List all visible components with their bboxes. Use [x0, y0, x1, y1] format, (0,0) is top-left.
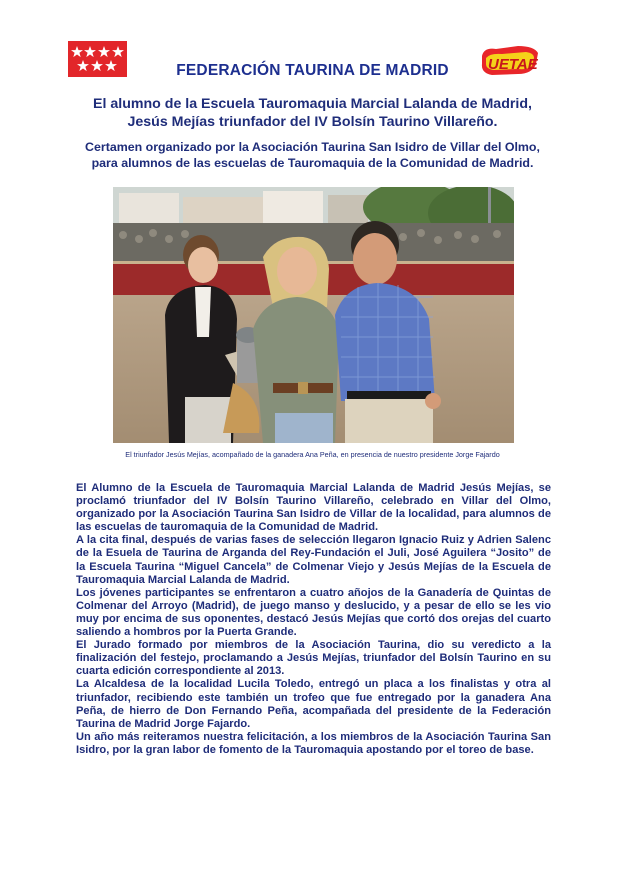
- body-paragraph-3: Los jóvenes participantes se enfrentaron a cuatro añojos de la Ganadería de Quintas de Colmenar del Arroyo (Madrid), de juego manso y deslucido, y a pesar de ello se les vio muy por encima de sus oponentes, destacó Jesús Mejías que cortó dos orejas del cuarto saliendo a hombros por la Puerta Grande.: [76, 586, 551, 639]
- article-body: [76, 482, 551, 757]
- uetae-logo: [478, 44, 542, 78]
- event-photo: [113, 187, 514, 443]
- subheadline: [40, 139, 585, 171]
- photo-caption: El triunfador Jesús Mejías, acompañado de la ganadera Ana Peña, en presencia de nuestro presidente Jorge Fajardo: [125, 450, 500, 459]
- organization-title: FEDERACIÓN TAURINA DE MADRID: [176, 62, 449, 79]
- body-paragraph-2: A la cita final, después de varias fases de selección llegaron Ignacio Ruiz y Adrien Salenc de la Esuela de Taurina de Arganda del Rey-Fundación el Juli, José Aguilera “Josito” de la Escuela Taurina “Miguel Cancela” de Colmenar Viejo y Jesús Mejías de la Escuela de Tauromaquia Marcial Lalanda de Madrid.: [76, 534, 551, 586]
- body-paragraph-1: El Alumno de la Escuela de Tauromaquia Marcial Lalanda de Madrid Jesús Mejías, se proclamó triunfador del IV Bolsín Taurino Villareño, celebrado en Villar del Olmo, organizado por la Asociación Taurina San Isidro de Villar de la localidad, para alumnos de las escuelas de tauromaquia de la Comunidad de Madrid.: [76, 482, 551, 534]
- headline-line-1: El alumno de la Escuela Tauromaquia Marcial Lalanda de Madrid,: [93, 96, 532, 112]
- body-paragraph-6: Un año más reiteramos nuestra felicitación, a los miembros de la Asociación Taurina San Isidro, por la gran labor de fomento de la Tauromaquia apostando por el toreo de base.: [76, 730, 551, 756]
- subheadline-line-2: para alumnos de las escuelas de Tauromaquia de la Comunidad de Madrid.: [91, 156, 534, 170]
- body-paragraph-5: La Alcaldesa de la localidad Lucila Toledo, entregó un placa a los finalistas y otra al triunfador, recibiendo este también un trofeo que fue entregado por la ganadera Ana Peña, de hierro de Don Fernando Peña, acompañada del presidente de la Federación Taurina de Madrid Jorge Fajardo.: [76, 678, 551, 730]
- subheadline-line-1: Certamen organizado por la Asociación Taurina San Isidro de Villar del Olmo,: [85, 140, 540, 154]
- body-paragraph-4: El Jurado formado por miembros de la Asociación Taurina, dio su veredicto a la finalización del festejo, proclamando a Jesús Mejías, triunfador del Bolsín Taurino en su cuarta edición correspondiente al 2013.: [76, 639, 551, 678]
- headline: [40, 95, 585, 131]
- uetae-logo-text: UETAE: [488, 56, 538, 73]
- headline-line-2: Jesús Mejías triunfador del IV Bolsín Taurino Villareño.: [127, 114, 498, 130]
